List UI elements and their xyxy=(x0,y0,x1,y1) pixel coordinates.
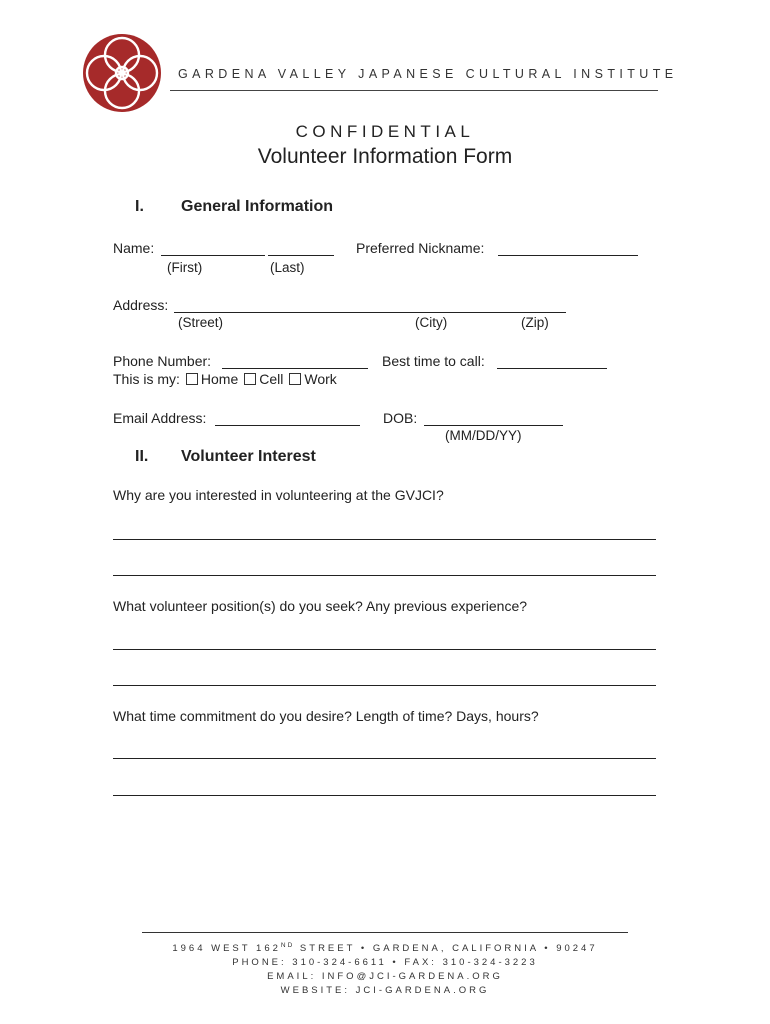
organization-name: GARDENA VALLEY JAPANESE CULTURAL INSTITUTE xyxy=(178,67,678,81)
last-name-sublabel: (Last) xyxy=(270,260,305,275)
best-time-field[interactable] xyxy=(497,368,607,369)
dob-format-sublabel: (MM/DD/YY) xyxy=(445,428,522,443)
first-name-field[interactable] xyxy=(161,255,265,256)
home-option-label: Home xyxy=(200,371,239,387)
first-name-sublabel: (First) xyxy=(167,260,203,275)
question-time-commitment: What time commitment do you desire? Length of time? Days, hours? xyxy=(113,708,539,724)
this-is-my-label: This is my: xyxy=(113,371,180,387)
nickname-field[interactable] xyxy=(498,255,638,256)
question-why-volunteer: Why are you interested in volunteering at the GVJCI? xyxy=(113,487,444,503)
email-field[interactable] xyxy=(215,425,360,426)
last-name-field[interactable] xyxy=(268,255,334,256)
answer-line[interactable] xyxy=(113,649,656,650)
header-divider xyxy=(170,90,658,91)
cell-checkbox[interactable] xyxy=(244,373,256,385)
phone-field[interactable] xyxy=(222,368,368,369)
footer-address: 1964 WEST 162ND STREET • GARDENA, CALIFORNIA • 90247 xyxy=(172,942,598,955)
dob-field[interactable] xyxy=(424,425,563,426)
cell-option-label: Cell xyxy=(259,371,284,387)
city-sublabel: (City) xyxy=(415,315,448,330)
street-sublabel: (Street) xyxy=(178,315,224,330)
question-position-experience: What volunteer position(s) do you seek? Any previous experience? xyxy=(113,598,528,614)
work-checkbox[interactable] xyxy=(289,373,301,385)
home-checkbox[interactable] xyxy=(186,373,198,385)
answer-line[interactable] xyxy=(113,575,656,576)
answer-line[interactable] xyxy=(113,758,656,759)
address-label: Address: xyxy=(113,297,169,313)
best-time-label: Best time to call: xyxy=(382,353,485,369)
phone-type-row xyxy=(113,371,337,387)
work-option-label: Work xyxy=(304,371,337,387)
nickname-label: Preferred Nickname: xyxy=(356,240,485,256)
footer-divider xyxy=(142,932,628,933)
address-field[interactable] xyxy=(174,312,566,313)
answer-line[interactable] xyxy=(113,539,656,540)
section-1-number: I. xyxy=(135,198,144,215)
form-title: Volunteer Information Form xyxy=(257,145,513,168)
footer-phone-fax: PHONE: 310-324-6611 • FAX: 310-324-3223 xyxy=(232,957,538,968)
section-2-number: II. xyxy=(135,448,149,465)
answer-line[interactable] xyxy=(113,685,656,686)
email-label: Email Address: xyxy=(113,410,207,426)
name-label: Name: xyxy=(113,240,155,256)
section-1-title: General Information xyxy=(181,198,334,215)
answer-line[interactable] xyxy=(113,795,656,796)
confidential-label: CONFIDENTIAL xyxy=(295,122,475,141)
footer-website: WEBSITE: JCI-GARDENA.ORG xyxy=(280,985,490,996)
footer-email: EMAIL: INFO@JCI-GARDENA.ORG xyxy=(267,971,503,982)
phone-label: Phone Number: xyxy=(113,353,212,369)
zip-sublabel: (Zip) xyxy=(521,315,549,330)
section-2-title: Volunteer Interest xyxy=(181,448,316,465)
flower-crest-icon xyxy=(82,33,162,113)
dob-label: DOB: xyxy=(383,410,418,426)
